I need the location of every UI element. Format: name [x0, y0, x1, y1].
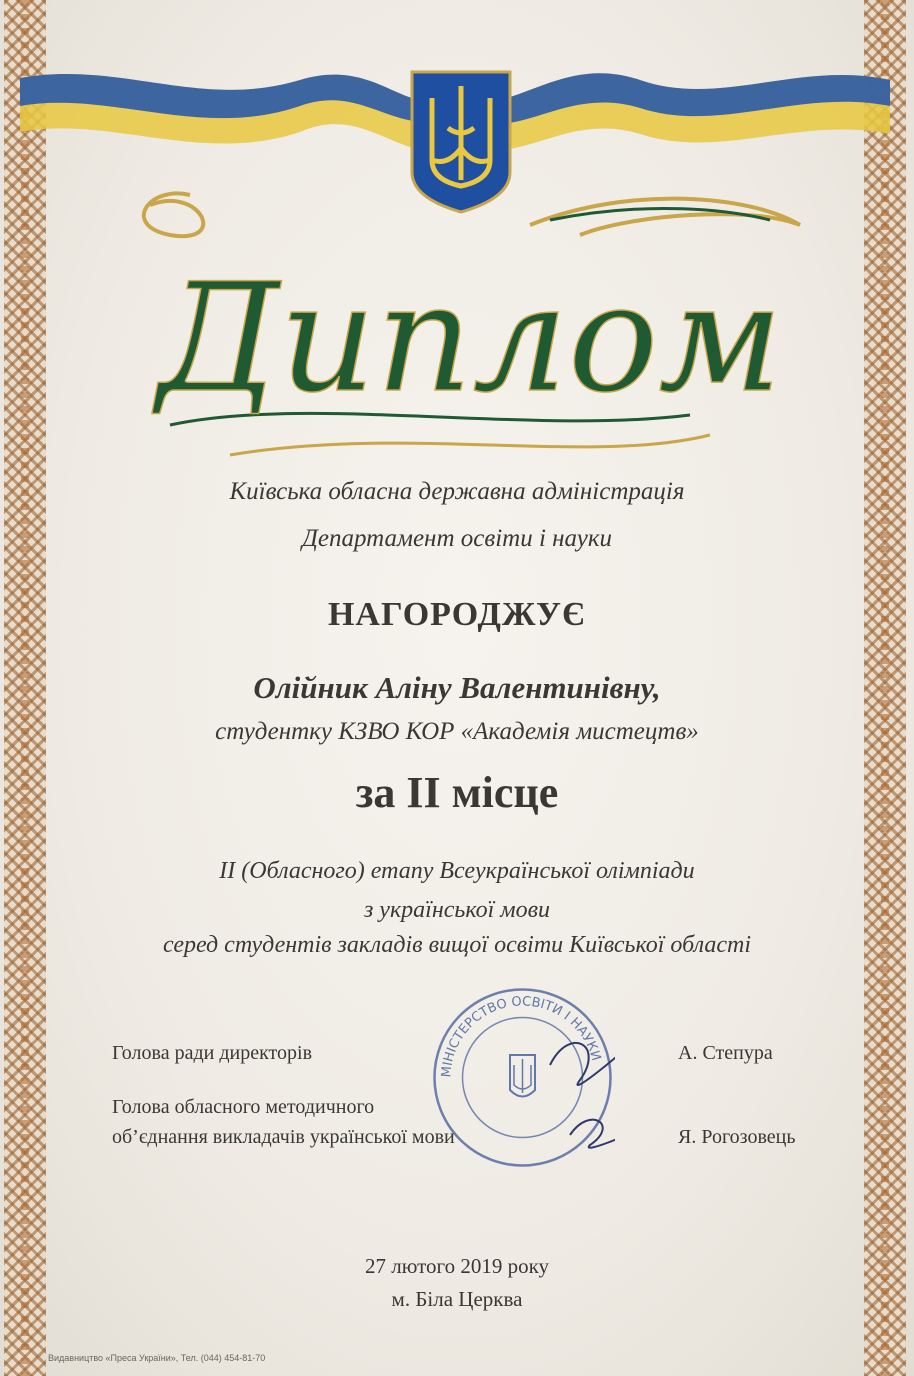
award-verb: НАГОРОДЖУЄ — [327, 596, 587, 633]
signature-scribble-2 — [570, 1120, 615, 1148]
issue-city: м. Біла Церква — [391, 1287, 523, 1311]
diploma-title — [110, 165, 810, 475]
signature-position-1: Голова ради директорів — [112, 1042, 313, 1064]
issuer-line-1: Київська обласна державна адміністрація — [229, 478, 685, 505]
award-place: за II місце — [355, 768, 559, 817]
diploma-title-text: Диплом — [157, 252, 783, 426]
signature-name-1: А. Степура — [678, 1042, 773, 1064]
signature-position-2a: Голова обласного методичного — [112, 1096, 375, 1118]
competition-line-1: II (Обласного) етапу Всеукраїнської олімпіади — [219, 858, 695, 884]
issuer-line-2: Департамент освіти і науки — [301, 525, 613, 552]
recipient-name: Олійник Аліну Валентинівну, — [253, 670, 661, 705]
stamp-text: МІНІСТЕРСТВО ОСВІТИ І НАУКИ — [439, 994, 604, 1078]
signature-name-2: Я. Рогозовець — [678, 1126, 796, 1148]
competition-line-3: серед студентів закладів вищої освіти Київської області — [162, 932, 751, 958]
recipient-role: студентку КЗВО КОР «Академія мистецтв» — [215, 718, 699, 745]
issue-date: 27 лютого 2019 року — [364, 1254, 550, 1278]
official-stamp — [430, 985, 615, 1170]
signature-position-2b: об’єднання викладачів української мови — [112, 1126, 455, 1148]
publisher-footer: Видавництво «Преса України», Тел. (044) 454-81-70 — [48, 1353, 266, 1363]
competition-line-2: з української мови — [363, 897, 551, 923]
